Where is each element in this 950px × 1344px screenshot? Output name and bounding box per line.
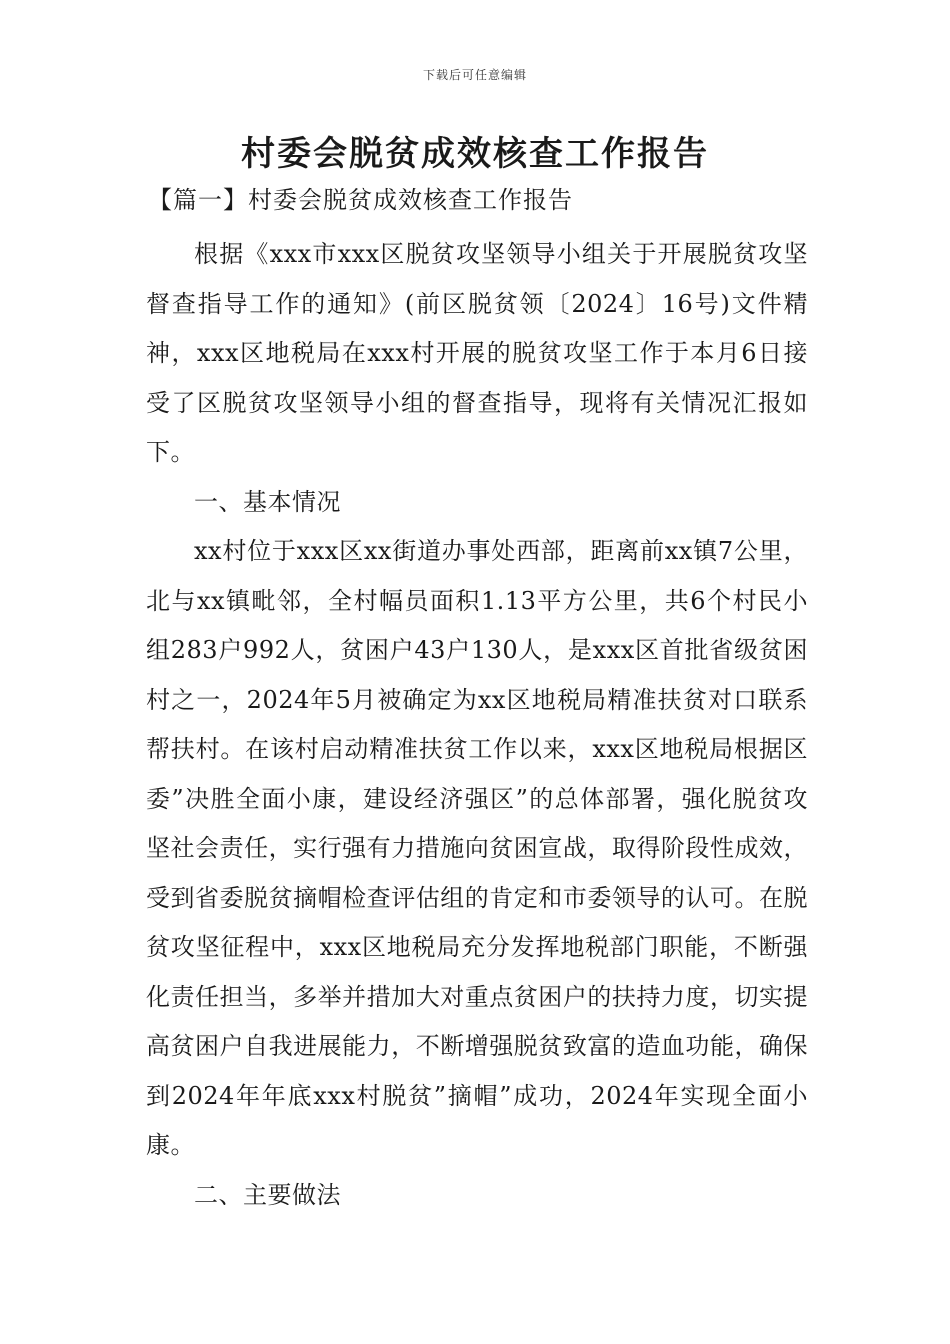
paragraph-basic-situation: xx村位于xxx区xx街道办事处西部，距离前xx镇7公里，北与xx镇毗邻，全村幅员面积1.13平方公里，共6个村民小组283户992人，贫困户43户130人，是xxx区首批省级贫困村之一，2024年5月被确定为xx区地税局精准扶贫对口联系帮扶村。在该村启动精准扶贫工作以来，xxx区地税局根据区委”决胜全面小康，建设经济强区”的总体部署，强化脱贫攻坚社会责任，实行强有力措施向贫困宣战，取得阶段性成效，受到省委脱贫摘帽检查评估组的肯定和市委领导的认可。在脱贫攻坚征程中，xxx区地税局充分发挥地税部门职能，不断强化责任担当，多举并措加大对重点贫困户的扶持力度，切实提高贫困户自我进展能力，不断增强脱贫致富的造血功能，确保到2024年年底xxx村脱贫”摘帽”成功，2024年实现全面小康。 <box>146 537 808 1159</box>
document-title: 村委会脱贫成效核查工作报告 <box>241 134 709 174</box>
document-body <box>146 230 808 1220</box>
heading-main-practices: 二、主要做法 <box>194 1180 341 1209</box>
header-note: 下载后可任意编辑 <box>422 68 527 82</box>
section-subtitle: 【篇一】村委会脱贫成效核查工作报告 <box>148 186 573 214</box>
heading-basic-situation: 一、基本情况 <box>194 487 341 516</box>
paragraph-intro: 根据《xxx市xxx区脱贫攻坚领导小组关于开展脱贫攻坚督查指导工作的通知》(前区脱贫领〔2024〕16号)文件精神，xxx区地税局在xxx村开展的脱贫攻坚工作于本月6日接受了区脱贫攻坚领导小组的督查指导，现将有关情况汇报如下。 <box>146 240 808 466</box>
